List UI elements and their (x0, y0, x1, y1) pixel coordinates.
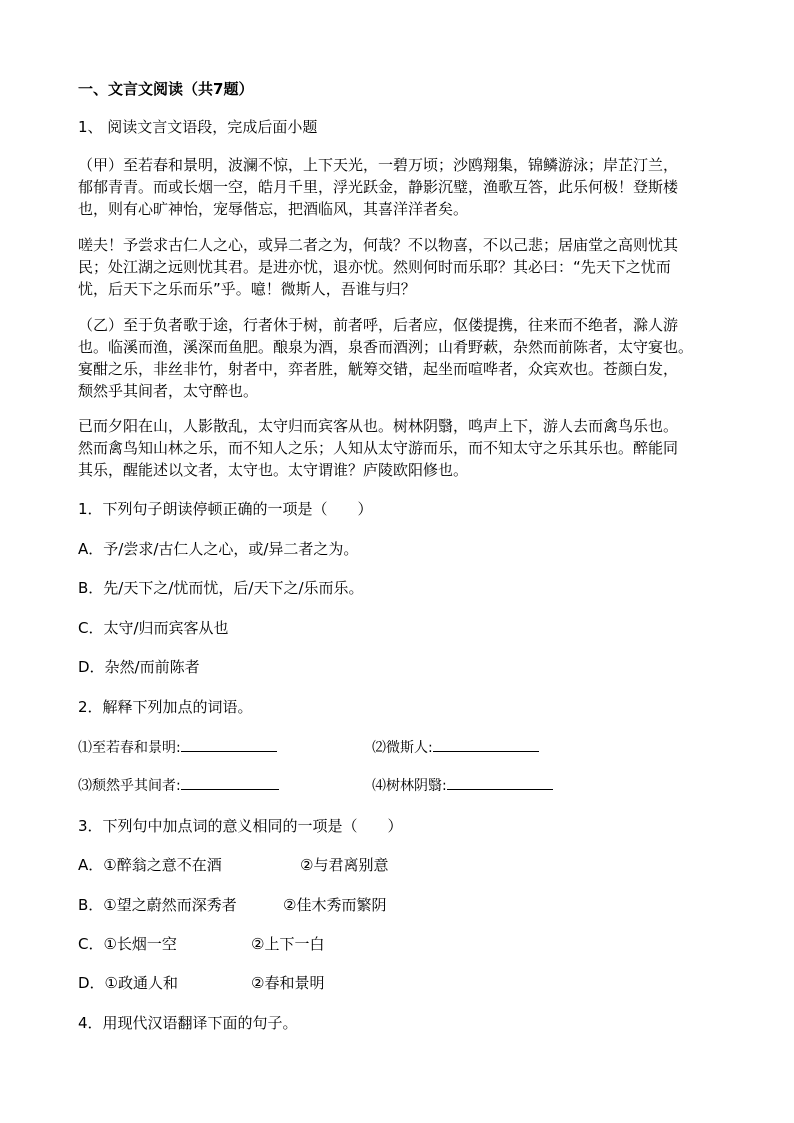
fill-item-label: ⑵微斯人: (372, 740, 433, 756)
question-1-option-a: A．予/尝求/古仁人之心，或/异二者之为。 (78, 540, 359, 558)
question-1-option-b: B．先/天下之/忧而忧，后/天下之/乐而乐。 (78, 579, 364, 597)
fill-item-2 (372, 737, 539, 758)
fill-item-4 (372, 775, 553, 796)
passage-line: （甲）至若春和景明，波澜不惊，上下天光，一碧万顷；沙鸥翔集，锦鳞游泳；岸芷汀兰， (78, 156, 679, 174)
question-3-option-c (78, 933, 728, 955)
option-second-clause: ②佳木秀而繁阴 (283, 896, 387, 914)
question-2-stem: 2．解释下列加点的词语。 (78, 698, 253, 716)
option-second-clause: ②春和景明 (251, 974, 325, 992)
passage-line: 已而夕阳在山，人影散乱，太守归而宾客从也。树林阴翳，鸣声上下，游人去而禽鸟乐也。 (78, 417, 679, 435)
option-first-clause: A．①醉翁之意不在酒 (78, 856, 222, 874)
passage-line: 嗟夫！予尝求古仁人之心，或异二者之为，何哉？不以物喜，不以己悲；居庙堂之高则忧其 (78, 236, 679, 254)
passage-line: 其乐，醒能述以文者，太守也。太守谓谁？庐陵欧阳修也。 (78, 461, 469, 479)
fill-item-1 (78, 737, 277, 758)
option-second-clause: ②上下一白 (251, 935, 325, 953)
answer-blank[interactable] (181, 775, 279, 790)
passage-yi-paragraph-2 (78, 415, 728, 481)
question-3-option-d (78, 972, 728, 994)
answer-blank[interactable] (181, 737, 277, 752)
question-1-option-d: D．杂然/而前陈者 (78, 658, 200, 676)
question-3-option-b (78, 894, 728, 916)
passage-jia-paragraph-2 (78, 234, 728, 300)
passage-line: 也，则有心旷神怡，宠辱偕忘，把酒临风，其喜洋洋者矣。 (78, 200, 469, 218)
option-first-clause: C．①长烟一空 (78, 935, 177, 953)
answer-blank[interactable] (433, 737, 539, 752)
passage-yi-paragraph-1 (78, 314, 728, 402)
question-3-stem: 3．下列句中加点词的意义相同的一项是（ ） (78, 817, 403, 835)
fill-item-3 (78, 775, 279, 796)
option-first-clause: B．①望之蔚然而深秀者 (78, 896, 237, 914)
option-first-clause: D．①政通人和 (78, 974, 178, 992)
question-1-option-c: C．太守/归而宾客从也 (78, 619, 229, 637)
question-4-stem: 4．用现代汉语翻译下面的句子。 (78, 1014, 298, 1032)
question-3-option-a (78, 854, 728, 876)
passage-line: 忧，后天下之乐而乐”乎。噫！微斯人，吾谁与归？ (78, 280, 416, 298)
question-intro: 1、 阅读文言文语段，完成后面小题 (78, 118, 318, 136)
question-2-row-2 (78, 775, 728, 795)
question-2-row-1 (78, 737, 728, 757)
passage-line: （乙）至于负者歌于途，行者休于树，前者呼，后者应，伛偻提携，往来而不绝者，滁人游 (78, 316, 679, 334)
passage-line: 也。临溪而渔，溪深而鱼肥。酿泉为酒，泉香而酒洌；山肴野蔌，杂然而前陈者，太守宴也。 (78, 338, 694, 356)
passage-line: 颓然乎其间者，太守醉也。 (78, 382, 259, 400)
passage-line: 郁郁青青。而或长烟一空，皓月千里，浮光跃金，静影沉璧，渔歌互答，此乐何极！登斯楼 (78, 178, 679, 196)
fill-item-label: ⑴至若春和景明: (78, 740, 181, 756)
passage-line: 然而禽鸟知山林之乐，而不知人之乐；人知从太守游而乐，而不知太守之乐其乐也。醉能同 (78, 439, 679, 457)
answer-blank[interactable] (447, 775, 553, 790)
section-heading: 一、文言文阅读（共7题） (78, 80, 254, 98)
fill-item-label: ⑶颓然乎其间者: (78, 778, 181, 794)
passage-line: 民；处江湖之远则忧其君。是进亦忧，退亦忧。然则何时而乐耶？其必曰：“先天下之忧而 (78, 258, 671, 276)
question-1-stem: 1．下列句子朗读停顿正确的一项是（ ） (78, 500, 373, 518)
fill-item-label: ⑷树林阴翳: (372, 778, 447, 794)
passage-line: 宴酣之乐，非丝非竹，射者中，弈者胜，觥筹交错，起坐而喧哗者，众宾欢也。苍颜白发， (78, 360, 679, 378)
passage-jia-paragraph-1 (78, 154, 728, 220)
option-second-clause: ②与君离别意 (300, 856, 389, 874)
